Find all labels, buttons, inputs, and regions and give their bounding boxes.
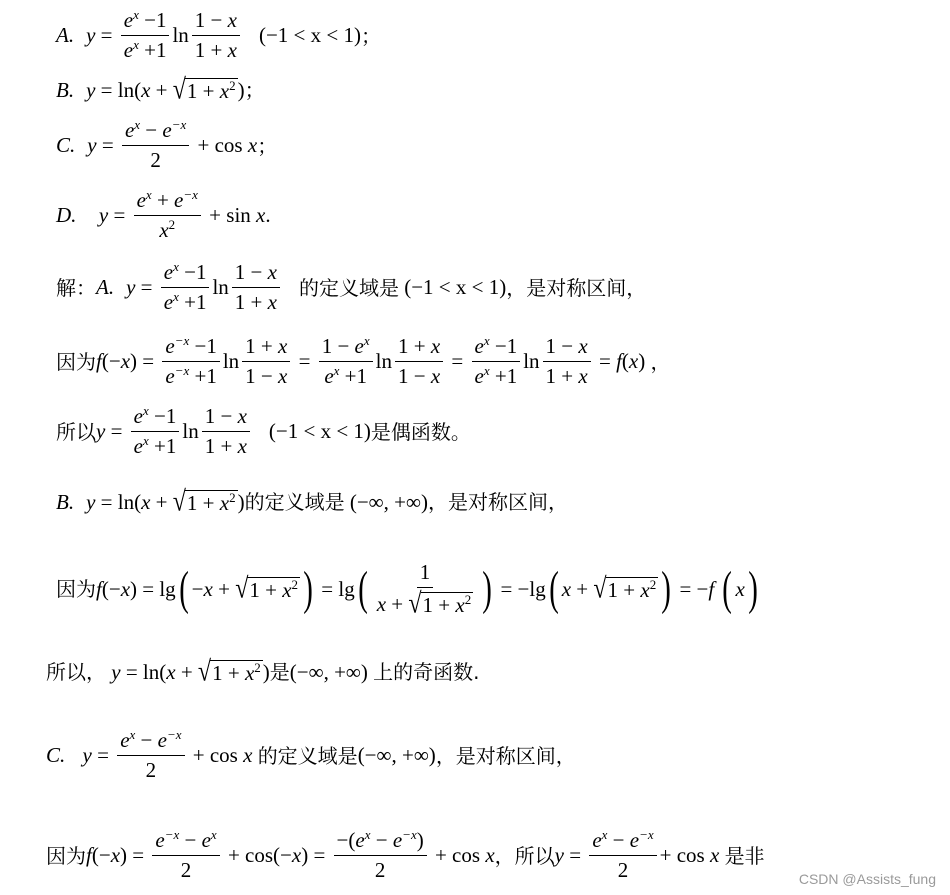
option-d-line: D. y = $\frac{e^x + e^{-x}}{x^2}$ + sin x . [56, 187, 271, 242]
option-c-line: C. y = $\frac{e^x - e^{-x}}{2}$ + cos x ； [56, 117, 278, 172]
fraction: $\frac{1 - x}{1 + x}$ [192, 10, 240, 61]
option-a-domain: (−1 < x < 1) [258, 23, 361, 47]
fraction: $\frac{e^{-x} - e^x}{2}$ [152, 830, 219, 881]
fraction: $\frac{e^{-x} -1}{e^{-x} +1}$ [162, 336, 219, 387]
option-c-label: C. [56, 133, 76, 157]
sqrt: √ $1 + x^2$ [235, 573, 299, 605]
fraction: $\frac{1 + x}{1 - x}$ [242, 336, 290, 387]
fraction: $\frac{-(e^x - e^{-x})}{2}$ [334, 830, 427, 881]
solution-c-line: C. y = $\frac{e^x - e^{-x}}{2}$ + cos x 的定义域是 (−∞, +∞) ，是对称区间， [46, 727, 576, 782]
fraction: $\frac{e^x -1}{e^x +1}$ [131, 406, 180, 457]
fraction: $\frac{1 - e^x}{e^x +1}$ [319, 336, 373, 387]
option-a-line: A. y = $\frac{e^x -1}{e^x +1}$ ln $\frac{1 - x}{1 + x}$ (−1 < x < 1) ； [56, 7, 381, 62]
fraction: $\frac{1 + x}{1 - x}$ [395, 336, 443, 387]
therefore-b-line: 所以， y = ln( x + √ $1 + x^2$ ) 是 (−∞, +∞) 上的奇函数. [46, 656, 480, 688]
therefore-a-line: 所以 y = $\frac{e^x -1}{e^x +1}$ ln $\frac{1 - x}{1 + x}$ (−1 < x < 1) 是偶函数。 [56, 403, 471, 458]
sqrt: √ $1 + x^2$ [197, 656, 261, 688]
because-c-line: 因为 f (− x ) = $\frac{e^{-x} - e^x}{2}$ + cos(− x ) = $\frac{-(e^x - e^{-x})}{2}$ + cos x ，所以 y = $\frac{e^x - e^{-x}}{2}$ + cos x 是非 [46, 827, 765, 882]
fraction: $\frac{1 - x}{1 + x}$ [202, 406, 250, 457]
fraction: $\frac{e^x -1}{e^x +1}$ [161, 262, 210, 313]
fraction: $\frac{1 - x}{1 + x}$ [543, 336, 591, 387]
because-b-line: 因为 f (− x ) = lg ( − x + √ $1 + x^2$ ) = lg ( 1 x + √ $1 + x^2$ ) = −lg ( x + √ $1 + x^2$ ) = − f ( x ) [56, 560, 758, 620]
option-b-line: B. y = ln( x + √ $1 + x^2$ ) ； [56, 74, 265, 106]
fraction: $\frac{e^x -1}{e^x +1}$ [472, 336, 521, 387]
sqrt: √ $1 + x^2$ [172, 486, 236, 518]
sqrt: √ $1 + x^2$ [593, 573, 657, 605]
sqrt: √ $1 + x^2$ [172, 74, 236, 106]
fraction: $\frac{e^x - e^{-x}}{2}$ [589, 830, 656, 881]
fraction: $\frac{e^x - e^{-x}}{2}$ [117, 730, 184, 781]
because-a-line: 因为 f (− x ) = $\frac{e^{-x} -1}{e^{-x} +1}$ ln $\frac{1 + x}{1 - x}$ = $\frac{1 - e^x}{e^x +1}$ ln $\frac{1 + x}{1 - x}$ = $\frac{e^x -1}{e^x +1}$ ln $\frac{1 - x}{1 + x}$ = f ( x ) ， [56, 333, 671, 388]
fraction: $\frac{e^x - e^{-x}}{2}$ [122, 120, 189, 171]
option-a-label: A. [56, 23, 75, 47]
solution-b-line: B. y = ln( x + √ $1 + x^2$ ) 的定义域是 (−∞, +∞) ，是对称区间， [56, 486, 568, 518]
fraction: $\frac{e^x + e^{-x}}{x^2}$ [134, 190, 201, 241]
fraction: $\frac{e^x -1}{e^x +1}$ [121, 10, 170, 61]
fraction: $\frac{1 - x}{1 + x}$ [232, 262, 280, 313]
watermark: CSDN @Assists_fung [798, 871, 936, 887]
option-b-label: B. [56, 77, 75, 102]
fraction: 1 x + √ $1 + x^2$ [376, 560, 472, 620]
option-d-label: D. [56, 203, 77, 227]
solution-a-line: 解： A. y = $\frac{e^x -1}{e^x +1}$ ln $\frac{1 - x}{1 + x}$ 的定义域是 (−1 < x < 1) ，是对称区间， [56, 259, 647, 314]
